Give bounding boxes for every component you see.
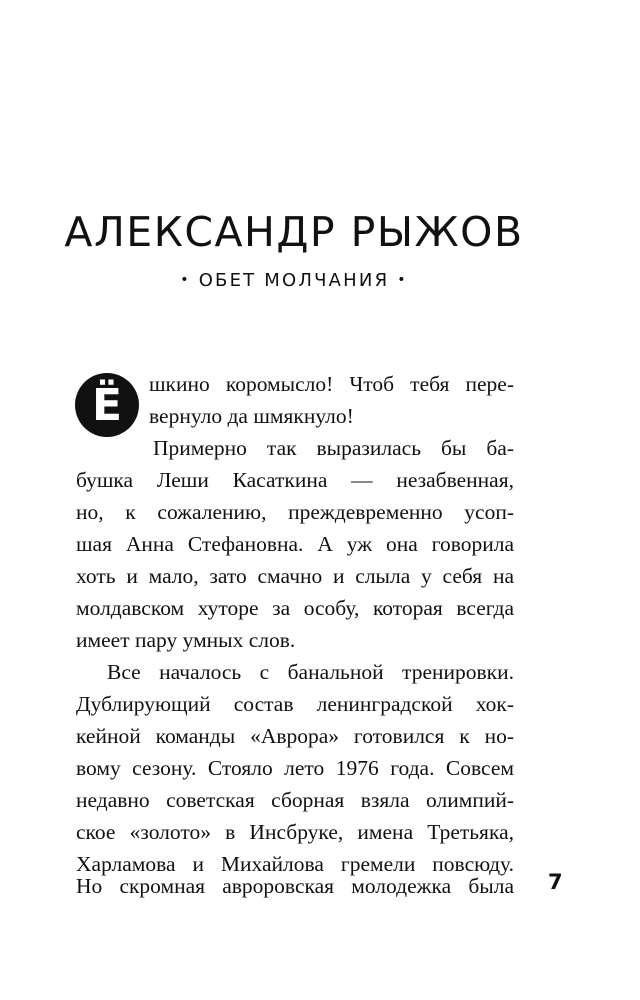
book-title [0, 270, 588, 291]
text-line: вернуло да шмякнуло! [149, 404, 354, 428]
text-line: но, к сожалению, преждевременно усоп- [76, 500, 514, 524]
drop-cap: Ё [75, 373, 139, 437]
text-line: Все началось с банальной тренировки. [107, 660, 514, 684]
text-line: молдавском хуторе за особу, которая всегда [76, 596, 514, 620]
text-line: Дублирующий состав ленинградской хок- [76, 692, 514, 716]
text-line: ское «золото» в Инсбруке, имена Третьяка, [76, 820, 514, 844]
text-line: кейной команды «Аврора» готовился к но- [76, 724, 514, 748]
text-line: бушка Леши Касаткина — незабвенная, [76, 468, 514, 492]
text-line: Примерно так выразилась бы ба- [153, 436, 514, 460]
text-line: вому сезону. Стояло лето 1976 года. Совсем [76, 756, 514, 780]
title-bullet-left: • [180, 272, 191, 288]
text-line: имеет пару умных слов. [76, 628, 296, 652]
text-line: недавно советская сборная взяла олимпий- [76, 788, 514, 812]
text-line: шая Анна Стефановна. А уж она говорила [76, 532, 514, 556]
text-line: шкино коромысло! Чтоб тебя пере- [149, 372, 514, 396]
author-name: АЛЕКСАНДР РЫЖОВ [64, 208, 524, 256]
text-line: Харламова и Михайлова гремели повсюду. [76, 852, 514, 876]
page-number: 7 [548, 870, 563, 894]
text-line: Но скромная авроровская молодежка была [76, 874, 514, 898]
text-line: хоть и мало, зато смачно и слыла у себя на [76, 564, 514, 588]
book-title-text: ОБЕТ МОЛЧАНИЯ [198, 270, 390, 291]
title-bullet-right: • [397, 272, 408, 288]
